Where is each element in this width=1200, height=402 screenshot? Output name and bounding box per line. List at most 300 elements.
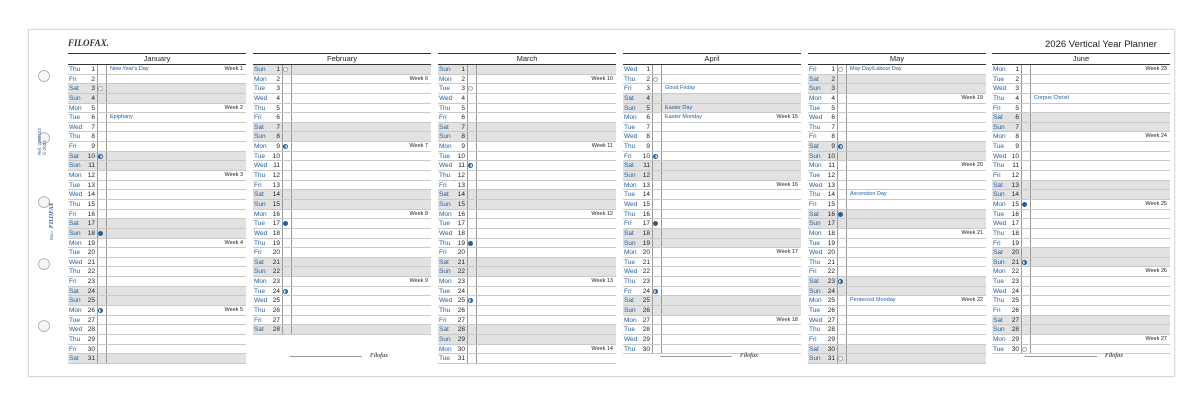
day-row[interactable]: [808, 325, 986, 335]
day-of-week: Thu: [69, 200, 81, 208]
day-row[interactable]: [623, 75, 801, 85]
day-row[interactable]: [438, 267, 616, 277]
day-row[interactable]: [438, 306, 616, 316]
day-of-week: Sat: [624, 297, 634, 305]
day-number: 16: [642, 210, 650, 218]
day-row[interactable]: [253, 161, 431, 171]
day-of-week: Thu: [439, 307, 451, 315]
day-of-week: Sun: [439, 133, 451, 141]
day-row[interactable]: [68, 181, 246, 191]
footer-brand: Filofax: [739, 353, 759, 359]
day-row[interactable]: [68, 345, 246, 355]
day-of-week: Mon: [993, 200, 1006, 208]
day-row[interactable]: [68, 152, 246, 162]
day-row[interactable]: [68, 306, 246, 316]
day-row[interactable]: [623, 94, 801, 104]
holiday-label: Pentecost Monday: [850, 297, 896, 304]
day-row[interactable]: [438, 171, 616, 181]
day-of-week: Fri: [439, 181, 447, 189]
day-row[interactable]: [438, 161, 616, 171]
day-row[interactable]: [992, 65, 1170, 75]
day-row[interactable]: [253, 306, 431, 316]
day-number: 16: [87, 210, 95, 218]
day-of-week: Sat: [993, 316, 1003, 324]
day-row[interactable]: [623, 335, 801, 345]
day-row[interactable]: [253, 75, 431, 85]
day-row[interactable]: [438, 104, 616, 114]
day-row[interactable]: [623, 258, 801, 268]
day-of-week: Sun: [254, 268, 266, 276]
day-row[interactable]: [253, 287, 431, 297]
day-row[interactable]: [68, 113, 246, 123]
day-row[interactable]: [808, 94, 986, 104]
day-row[interactable]: [438, 65, 616, 75]
day-number: 26: [642, 307, 650, 315]
day-row[interactable]: [253, 258, 431, 268]
day-row[interactable]: [438, 123, 616, 133]
day-row[interactable]: [253, 248, 431, 258]
day-row[interactable]: [992, 296, 1170, 306]
day-row[interactable]: [253, 190, 431, 200]
day-row[interactable]: [68, 354, 246, 364]
day-of-week: Mon: [254, 278, 267, 286]
last-quarter-moon-icon: [838, 144, 843, 149]
day-of-week: Thu: [809, 258, 821, 266]
day-number: 9: [461, 143, 465, 151]
day-row[interactable]: [438, 132, 616, 142]
day-row[interactable]: [992, 325, 1170, 335]
day-of-week: Fri: [993, 104, 1001, 112]
day-number: 8: [91, 133, 95, 141]
footer-brand: Filofax: [1104, 353, 1124, 359]
day-row[interactable]: [253, 94, 431, 104]
day-row[interactable]: [808, 65, 986, 75]
day-row[interactable]: [68, 132, 246, 142]
day-row[interactable]: [68, 65, 246, 75]
day-number: 6: [831, 114, 835, 122]
day-row[interactable]: [808, 210, 986, 220]
day-number: 4: [276, 94, 280, 102]
day-row[interactable]: [623, 306, 801, 316]
day-row[interactable]: [253, 152, 431, 162]
day-number: 26: [87, 307, 95, 315]
day-of-week: Thu: [69, 268, 81, 276]
day-row[interactable]: [992, 229, 1170, 239]
day-number: 23: [1011, 278, 1019, 286]
day-row[interactable]: [623, 104, 801, 114]
day-of-week: Sat: [624, 162, 634, 170]
day-row[interactable]: [623, 132, 801, 142]
day-of-week: Thu: [69, 133, 81, 141]
day-number: 8: [1015, 133, 1019, 141]
day-row[interactable]: [253, 277, 431, 287]
day-row[interactable]: [992, 267, 1170, 277]
day-row[interactable]: [992, 219, 1170, 229]
day-of-week: Mon: [254, 143, 267, 151]
day-row[interactable]: [253, 229, 431, 239]
day-number: 12: [457, 172, 465, 180]
day-row[interactable]: [992, 75, 1170, 85]
day-row[interactable]: [808, 200, 986, 210]
day-row[interactable]: [623, 248, 801, 258]
day-row[interactable]: [623, 65, 801, 75]
month-header: June: [992, 53, 1170, 65]
day-row[interactable]: [623, 325, 801, 335]
day-of-week: Wed: [439, 162, 453, 170]
day-row[interactable]: [808, 354, 986, 364]
day-of-week: Mon: [624, 316, 637, 324]
last-quarter-moon-icon: [653, 154, 658, 159]
day-row[interactable]: [992, 200, 1170, 210]
day-number: 15: [642, 200, 650, 208]
day-number: 13: [827, 181, 835, 189]
day-of-week: Sun: [69, 297, 81, 305]
day-of-week: Mon: [993, 268, 1006, 276]
day-row[interactable]: [992, 316, 1170, 326]
day-of-week: Mon: [254, 210, 267, 218]
day-row[interactable]: [253, 210, 431, 220]
day-row[interactable]: [68, 142, 246, 152]
day-of-week: Sun: [809, 152, 821, 160]
day-of-week: Tue: [809, 307, 820, 315]
day-row[interactable]: [623, 190, 801, 200]
day-number: 19: [87, 239, 95, 247]
day-row[interactable]: [623, 239, 801, 249]
day-row[interactable]: [438, 258, 616, 268]
week-number: Week 4: [224, 239, 243, 246]
day-row[interactable]: [68, 316, 246, 326]
day-row[interactable]: [68, 229, 246, 239]
day-row[interactable]: [623, 142, 801, 152]
day-row[interactable]: [253, 84, 431, 94]
day-of-week: Wed: [439, 297, 453, 305]
day-row[interactable]: [623, 171, 801, 181]
day-row[interactable]: [623, 152, 801, 162]
first-quarter-moon-icon: [98, 308, 103, 313]
day-row[interactable]: [438, 75, 616, 85]
day-row[interactable]: [438, 316, 616, 326]
day-row[interactable]: [808, 152, 986, 162]
day-row[interactable]: [992, 239, 1170, 249]
day-row[interactable]: [438, 335, 616, 345]
day-row[interactable]: [808, 248, 986, 258]
day-row[interactable]: [253, 171, 431, 181]
day-of-week: Tue: [809, 172, 820, 180]
day-number: 30: [457, 345, 465, 353]
day-number: 11: [88, 162, 95, 170]
day-number: 23: [457, 278, 465, 286]
day-row[interactable]: [253, 325, 431, 335]
day-row[interactable]: [253, 239, 431, 249]
day-row[interactable]: [808, 113, 986, 123]
day-number: 2: [276, 75, 280, 83]
day-of-week: Thu: [624, 278, 636, 286]
day-row[interactable]: [992, 142, 1170, 152]
day-row[interactable]: [68, 277, 246, 287]
day-row[interactable]: [438, 296, 616, 306]
day-number: 12: [272, 172, 280, 180]
day-row[interactable]: [68, 84, 246, 94]
day-row[interactable]: [438, 94, 616, 104]
day-row[interactable]: [992, 190, 1170, 200]
day-row[interactable]: [438, 325, 616, 335]
day-row[interactable]: [992, 171, 1170, 181]
day-row[interactable]: [253, 142, 431, 152]
day-of-week: Mon: [439, 143, 452, 151]
day-row[interactable]: [253, 219, 431, 229]
day-number: 16: [457, 210, 465, 218]
day-row[interactable]: [438, 181, 616, 191]
day-row[interactable]: [438, 345, 616, 355]
day-row[interactable]: [68, 161, 246, 171]
day-of-week: Thu: [809, 191, 821, 199]
day-row[interactable]: [68, 190, 246, 200]
day-of-week: Tue: [69, 114, 80, 122]
day-number: 30: [1011, 345, 1019, 353]
day-row[interactable]: [253, 132, 431, 142]
holiday-label: Ascension Day: [850, 191, 887, 198]
new-moon-icon: [653, 221, 658, 226]
day-of-week: Tue: [254, 287, 265, 295]
day-row[interactable]: [623, 161, 801, 171]
day-number: 2: [646, 75, 650, 83]
day-row[interactable]: [808, 316, 986, 326]
day-row[interactable]: [253, 65, 431, 75]
month-column-june: [992, 53, 1170, 354]
day-of-week: Tue: [439, 287, 450, 295]
day-row[interactable]: [808, 161, 986, 171]
day-row[interactable]: [808, 335, 986, 345]
day-row[interactable]: [438, 200, 616, 210]
day-row[interactable]: [68, 200, 246, 210]
day-row[interactable]: [992, 306, 1170, 316]
day-row[interactable]: [253, 296, 431, 306]
day-row[interactable]: [808, 239, 986, 249]
day-of-week: Tue: [809, 239, 820, 247]
day-of-week: Wed: [69, 123, 83, 131]
day-number: 30: [87, 345, 95, 353]
side-reference: [37, 121, 47, 155]
day-row[interactable]: [992, 94, 1170, 104]
day-row[interactable]: [68, 210, 246, 220]
day-of-week: Mon: [69, 172, 82, 180]
day-number: 22: [87, 268, 95, 276]
day-row[interactable]: [623, 84, 801, 94]
day-number: 12: [1011, 172, 1019, 180]
day-of-week: Fri: [439, 114, 447, 122]
day-row[interactable]: [992, 152, 1170, 162]
day-row[interactable]: [623, 123, 801, 133]
day-number: 16: [827, 210, 835, 218]
day-row[interactable]: [623, 287, 801, 297]
day-row[interactable]: [992, 132, 1170, 142]
day-row[interactable]: [68, 104, 246, 114]
day-row[interactable]: [68, 325, 246, 335]
day-row[interactable]: [623, 181, 801, 191]
day-of-week: Thu: [624, 75, 636, 83]
day-of-week: Wed: [254, 94, 268, 102]
day-of-week: Sun: [993, 326, 1005, 334]
day-number: 3: [646, 85, 650, 93]
side-brand-text: FILOFAX: [49, 202, 55, 229]
day-row[interactable]: [623, 267, 801, 277]
day-number: 3: [461, 85, 465, 93]
day-row[interactable]: [438, 277, 616, 287]
day-of-week: Wed: [254, 229, 268, 237]
day-row[interactable]: [68, 335, 246, 345]
day-of-week: Sat: [993, 181, 1003, 189]
day-row[interactable]: [253, 181, 431, 191]
day-row[interactable]: [68, 94, 246, 104]
day-row[interactable]: [438, 248, 616, 258]
day-row[interactable]: [808, 84, 986, 94]
day-row[interactable]: [253, 113, 431, 123]
day-of-week: Wed: [624, 200, 638, 208]
day-number: 24: [272, 287, 280, 295]
day-of-week: Wed: [254, 162, 268, 170]
day-row[interactable]: [808, 229, 986, 239]
day-row[interactable]: [808, 123, 986, 133]
day-of-week: Fri: [69, 278, 77, 286]
day-row[interactable]: [808, 277, 986, 287]
day-row[interactable]: [808, 296, 986, 306]
day-row[interactable]: [623, 113, 801, 123]
day-row[interactable]: [68, 248, 246, 258]
day-of-week: Sun: [69, 162, 81, 170]
day-row[interactable]: [808, 75, 986, 85]
day-of-week: Sat: [624, 229, 634, 237]
day-row[interactable]: [808, 190, 986, 200]
day-row[interactable]: [992, 287, 1170, 297]
day-of-week: Sun: [809, 220, 821, 228]
day-row[interactable]: [992, 104, 1170, 114]
week-number: Week 23: [1145, 66, 1167, 72]
new-moon-icon: [468, 241, 473, 246]
day-row[interactable]: [623, 316, 801, 326]
day-of-week: Tue: [993, 278, 1004, 286]
day-row[interactable]: [438, 354, 616, 364]
full-moon-icon: [653, 77, 658, 82]
day-row[interactable]: [808, 345, 986, 355]
week-number: Week 20: [961, 162, 983, 169]
day-row[interactable]: [623, 200, 801, 210]
day-of-week: Fri: [439, 249, 447, 257]
day-row[interactable]: [438, 219, 616, 229]
day-row[interactable]: [68, 296, 246, 306]
day-row[interactable]: [438, 142, 616, 152]
day-number: 20: [642, 249, 650, 257]
day-row[interactable]: [438, 113, 616, 123]
day-row[interactable]: [623, 219, 801, 229]
day-of-week: Fri: [254, 249, 262, 257]
day-row[interactable]: [992, 123, 1170, 133]
day-row[interactable]: [808, 267, 986, 277]
day-row[interactable]: [808, 181, 986, 191]
day-row[interactable]: [253, 200, 431, 210]
day-row[interactable]: [808, 142, 986, 152]
day-row[interactable]: [68, 75, 246, 85]
holiday-label: May Day/Labour Day: [850, 66, 902, 72]
day-row[interactable]: [808, 219, 986, 229]
day-number: 1: [1015, 66, 1019, 73]
day-row[interactable]: [438, 287, 616, 297]
day-row[interactable]: [992, 277, 1170, 287]
day-number: 7: [831, 123, 835, 131]
day-row[interactable]: [623, 277, 801, 287]
day-number: 4: [1015, 94, 1019, 102]
day-number: 20: [87, 249, 95, 257]
day-of-week: Fri: [993, 239, 1001, 247]
day-row[interactable]: [438, 84, 616, 94]
day-row[interactable]: [808, 306, 986, 316]
day-row[interactable]: [68, 267, 246, 277]
day-number: 15: [827, 200, 835, 208]
day-number: 16: [272, 210, 280, 218]
day-row[interactable]: [68, 171, 246, 181]
day-row[interactable]: [253, 316, 431, 326]
day-row[interactable]: [68, 258, 246, 268]
day-row[interactable]: [992, 181, 1170, 191]
day-of-week: Fri: [69, 210, 77, 218]
day-row[interactable]: [808, 287, 986, 297]
day-of-week: Wed: [69, 191, 83, 199]
day-number: 27: [272, 316, 280, 324]
last-quarter-moon-icon: [283, 144, 288, 149]
day-row[interactable]: [808, 104, 986, 114]
day-number: 10: [457, 152, 465, 160]
day-row[interactable]: [808, 132, 986, 142]
day-number: 1: [91, 66, 95, 73]
day-row[interactable]: [623, 210, 801, 220]
day-number: 24: [642, 287, 650, 295]
day-row[interactable]: [992, 258, 1170, 268]
day-row[interactable]: [992, 248, 1170, 258]
day-row[interactable]: [808, 258, 986, 268]
day-row[interactable]: [68, 287, 246, 297]
punch-hole: [38, 70, 50, 82]
day-row[interactable]: [992, 335, 1170, 345]
day-of-week: Fri: [809, 66, 817, 73]
day-row[interactable]: [68, 123, 246, 133]
day-row[interactable]: [68, 239, 246, 249]
day-row[interactable]: [438, 152, 616, 162]
day-number: 22: [642, 268, 650, 276]
day-row[interactable]: [438, 210, 616, 220]
day-row[interactable]: [992, 210, 1170, 220]
day-row[interactable]: [992, 84, 1170, 94]
day-row[interactable]: [808, 171, 986, 181]
day-of-week: Mon: [439, 278, 452, 286]
day-row[interactable]: [253, 267, 431, 277]
day-row[interactable]: [992, 161, 1170, 171]
day-number: 6: [461, 114, 465, 122]
month-header: January: [68, 53, 246, 65]
day-number: 13: [457, 181, 465, 189]
day-row[interactable]: [438, 190, 616, 200]
day-row[interactable]: [623, 229, 801, 239]
day-row[interactable]: [438, 239, 616, 249]
day-number: 14: [272, 191, 280, 199]
day-of-week: Sat: [439, 123, 449, 131]
day-row[interactable]: [623, 296, 801, 306]
day-of-week: Fri: [69, 345, 77, 353]
day-row[interactable]: [253, 104, 431, 114]
day-number: 17: [272, 220, 280, 228]
day-row[interactable]: [992, 113, 1170, 123]
day-row[interactable]: [438, 229, 616, 239]
day-row[interactable]: [68, 219, 246, 229]
day-row[interactable]: [253, 123, 431, 133]
